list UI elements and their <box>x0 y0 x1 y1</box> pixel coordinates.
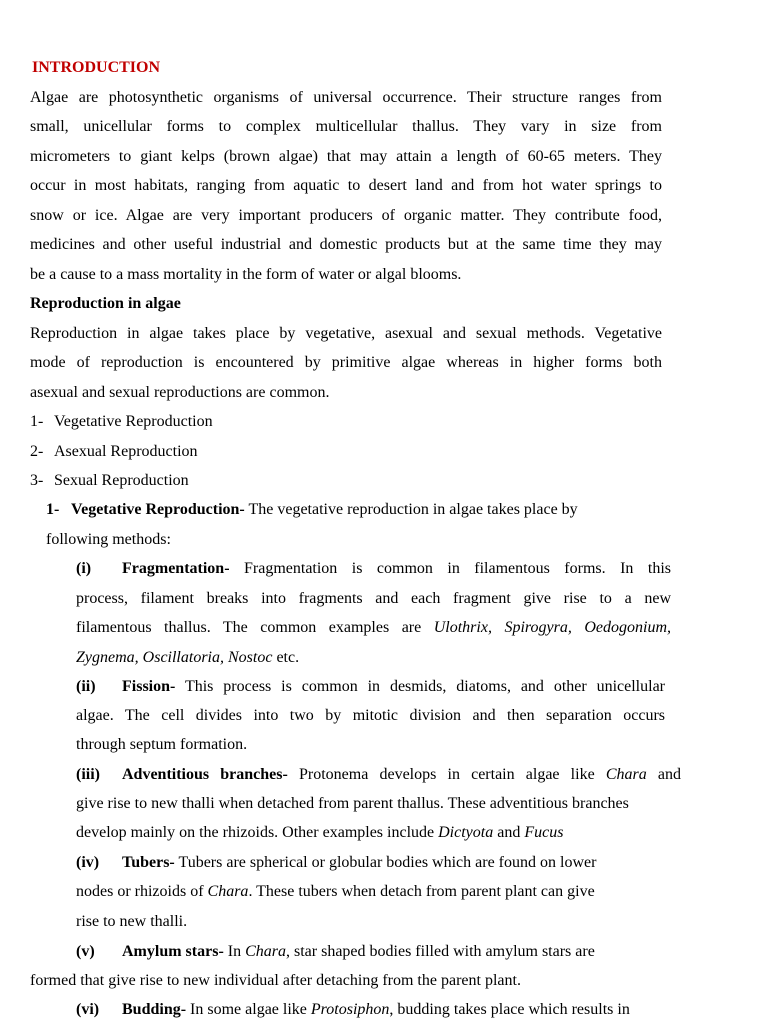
fragmentation-title: Fragmentation- <box>122 560 230 577</box>
repro-line: mode of reproduction is encountered by primitive algae whereas in higher forms both <box>30 354 662 371</box>
list-text: Sexual Reproduction <box>54 472 189 489</box>
tubers-number: (iv) <box>76 854 100 871</box>
fragmentation-line: Fragmentation- Fragmentation is common in filamentous forms. In this <box>122 560 671 577</box>
subheading-reproduction: Reproduction in algae <box>30 295 181 312</box>
adventitious-line: give rise to new thalli when detached from parent thallus. These adventitious branches <box>76 795 629 812</box>
fission-line: through septum formation. <box>76 736 248 753</box>
list-item <box>30 471 189 491</box>
list-text: Vegetative Reproduction <box>54 413 213 430</box>
list-number: 2- <box>30 443 44 460</box>
list-item <box>30 412 213 432</box>
amylum-title: Amylum stars- <box>122 943 224 960</box>
tubers-line: rise to new thalli. <box>76 913 188 930</box>
fragmentation-line: Zygnema, Oscillatoria, Nostoc etc. <box>76 649 300 666</box>
list-text: Asexual Reproduction <box>54 443 198 460</box>
amylum-number: (v) <box>76 943 95 960</box>
intro-line: snow or ice. Algae are very important producers of organic matter. They contribute food, <box>30 207 662 224</box>
tubers-title: Tubers- <box>122 854 175 871</box>
intro-line: occur in most habitats, ranging from aquatic to desert land and from hot water springs to <box>30 177 662 194</box>
intro-line: Algae are photosynthetic organisms of universal occurrence. Their structure ranges from <box>30 89 662 106</box>
vegetative-number: 1- <box>46 501 60 518</box>
fragmentation-line: process, filament breaks into fragments and each fragment give rise to a new <box>76 590 671 607</box>
adventitious-line: develop mainly on the rhizoids. Other examples include Dictyota and Fucus <box>76 824 564 841</box>
repro-line: Reproduction in algae takes place by vegetative, asexual and sexual methods. Vegetative <box>30 325 662 342</box>
fragmentation-number: (i) <box>76 560 92 577</box>
tubers-line: Tubers- Tubers are spherical or globular bodies which are found on lower <box>122 854 597 871</box>
list-item <box>30 442 198 462</box>
repro-line: asexual and sexual reproductions are common. <box>30 384 330 401</box>
vegetative-text-line: following methods: <box>46 531 171 548</box>
adventitious-line: Adventitious branches- Protonema develops in certain algae like Chara and <box>122 766 682 783</box>
budding-title: Budding- <box>122 1001 187 1018</box>
vegetative-text: The vegetative reproduction in algae takes place by <box>244 501 578 518</box>
intro-line: be a cause to a mass mortality in the form of water or algal blooms. <box>30 266 462 283</box>
budding-line: Budding- In some algae like Protosiphon, budding takes place which results in <box>122 1001 630 1018</box>
amylum-line: formed that give rise to new individual after detaching from the parent plant. <box>30 972 521 989</box>
adventitious-number: (iii) <box>76 766 100 783</box>
budding-number: (vi) <box>76 1001 100 1018</box>
fragmentation-line: filamentous thallus. The common examples are Ulothrix, Spirogyra, Oedogonium, <box>76 619 672 636</box>
fission-title: Fission- <box>122 678 176 695</box>
fission-number: (ii) <box>76 678 96 695</box>
fission-line: algae. The cell divides into two by mitotic division and then separation occurs <box>76 707 665 724</box>
list-number: 1- <box>30 413 44 430</box>
tubers-line: nodes or rhizoids of Chara. These tubers when detach from parent plant can give <box>76 883 595 900</box>
intro-line: medicines and other useful industrial and domestic products but at the same time they may <box>30 236 662 253</box>
amylum-line: Amylum stars- In Chara, star shaped bodies filled with amylum stars are <box>122 943 595 960</box>
intro-line: small, unicellular forms to complex multicellular thallus. They vary in size from <box>30 118 662 135</box>
section-heading: INTRODUCTION <box>32 59 161 76</box>
list-number: 3- <box>30 472 44 489</box>
fission-line: Fission- This process is common in desmids, diatoms, and other unicellular <box>122 678 665 695</box>
vegetative-title: Vegetative Reproduction- <box>71 501 245 518</box>
vegetative-heading <box>46 500 578 520</box>
adventitious-title: Adventitious branches- <box>122 766 288 783</box>
intro-line: micrometers to giant kelps (brown algae) that may attain a length of 60-65 meters. They <box>30 148 662 165</box>
